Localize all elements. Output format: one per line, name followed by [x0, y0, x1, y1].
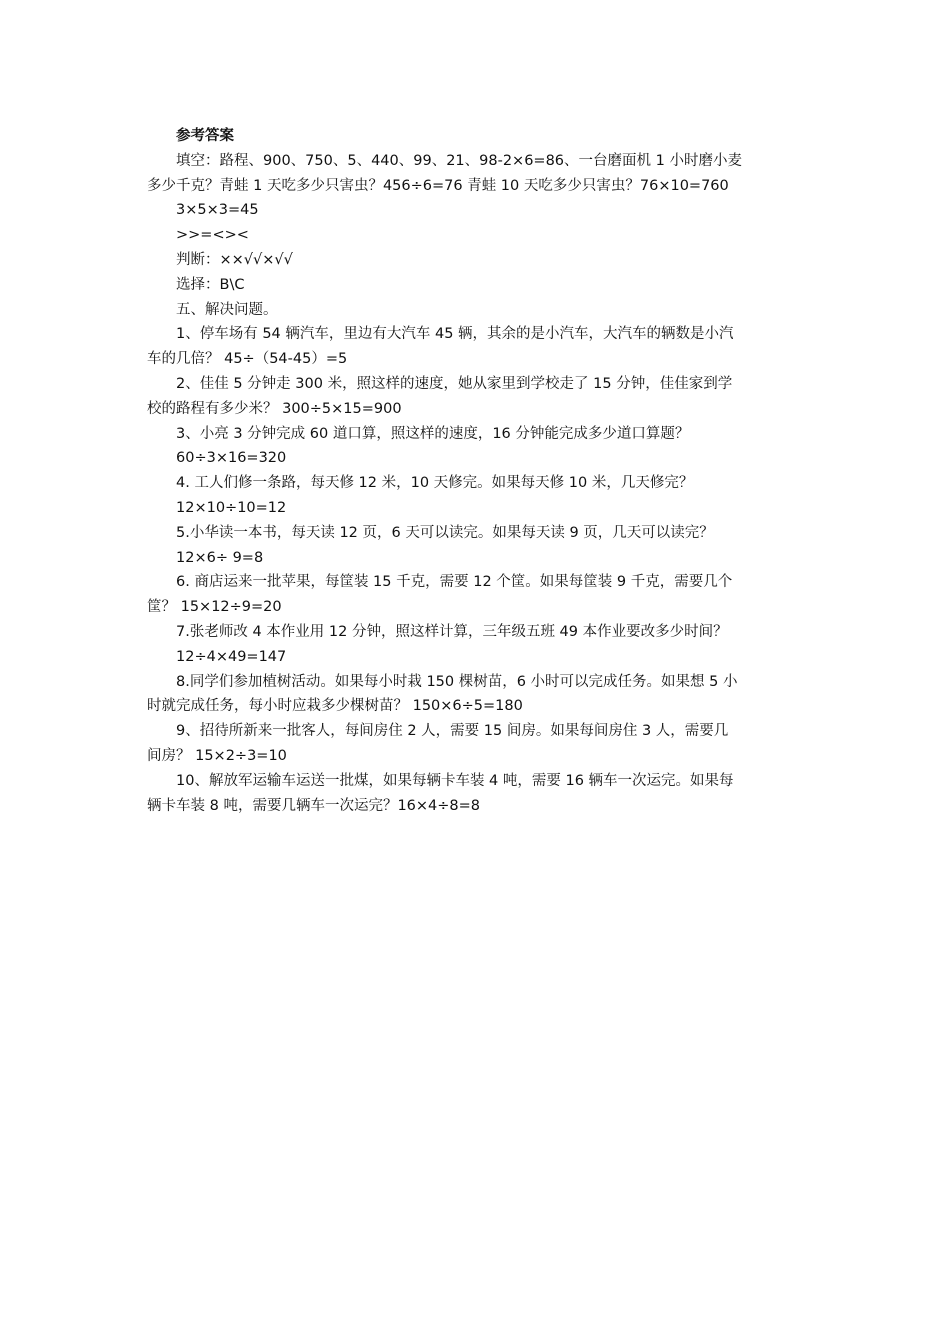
text-line: 12×6÷ 9=8 — [176, 549, 264, 566]
text-line: 2、佳佳 5 分钟走 300 米，照这样的速度，她从家里到学校走了 15 分钟，佳佳家到学 — [176, 375, 733, 392]
text-line: 3、小亮 3 分钟完成 60 道口算，照这样的速度，16 分钟能完成多少道口算题？ — [176, 425, 690, 442]
text-line: 车的几倍？ 45÷（54-45）=5 — [147, 351, 348, 368]
text-line: 间房？ 15×2÷3=10 — [147, 747, 287, 764]
text-line: 1、停车场有 54 辆汽车，里边有大汽车 45 辆，其余的是小汽车，大汽车的辆数是小汽 — [176, 326, 734, 343]
text-line: 7.张老师改 4 本作业用 12 分钟，照这样计算，三年级五班 49 本作业要改多少时间？ — [176, 623, 728, 640]
text-line: >>=<>< — [176, 227, 249, 244]
text-line: 10、解放军运输车运送一批煤，如果每辆卡车装 4 吨，需要 16 辆车一次运完。如果每 — [176, 772, 734, 789]
text-line: 4. 工人们修一条路，每天修 12 米，10 天修完。如果每天修 10 米，几天修完？ — [176, 475, 694, 492]
text-line: 填空：路程、900、750、5、440、99、21、98-2×6=86、一台磨面机 1 小时磨小麦 — [176, 152, 742, 169]
text-line: 时就完成任务，每小时应栽多少棵树苗？ 150×6÷5=180 — [147, 698, 523, 715]
text-line: 6. 商店运来一批苹果，每筐装 15 千克，需要 12 个筐。如果每筐装 9 千克，需要几个 — [176, 574, 733, 591]
text-line: 多少千克？青蛙 1 天吃多少只害虫？456÷6=76 青蛙 10 天吃多少只害虫？76×10=760 — [147, 177, 729, 194]
text-line: 筐？ 15×12÷9=20 — [147, 599, 282, 616]
text-line: 校的路程有多少米？ 300÷5×15=900 — [147, 400, 402, 417]
text-line: 判断：××√√×√√ — [176, 251, 293, 268]
text-line: 选择：B\C — [176, 276, 245, 293]
answer-key-title: 参考答案 — [176, 128, 234, 144]
answer-key-body — [147, 124, 807, 818]
text-line: 辆卡车装 8 吨，需要几辆车一次运完？16×4÷8=8 — [147, 797, 481, 814]
text-line: 9、招待所新来一批客人，每间房住 2 人，需要 15 间房。如果每间房住 3 人，需要几 — [176, 723, 729, 740]
text-line: 60÷3×16=320 — [176, 450, 287, 467]
text-line: 5.小华读一本书，每天读 12 页，6 天可以读完。如果每天读 9 页，几天可以读完？ — [176, 524, 714, 541]
text-line: 3×5×3=45 — [176, 202, 259, 219]
text-line: 12×10÷10=12 — [176, 499, 287, 516]
text-line: 12÷4×49=147 — [176, 648, 287, 665]
text-line: 8.同学们参加植树活动。如果每小时栽 150 棵树苗，6 小时可以完成任务。如果想 5 小 — [176, 673, 738, 690]
text-line: 五、解决问题。 — [176, 301, 278, 318]
